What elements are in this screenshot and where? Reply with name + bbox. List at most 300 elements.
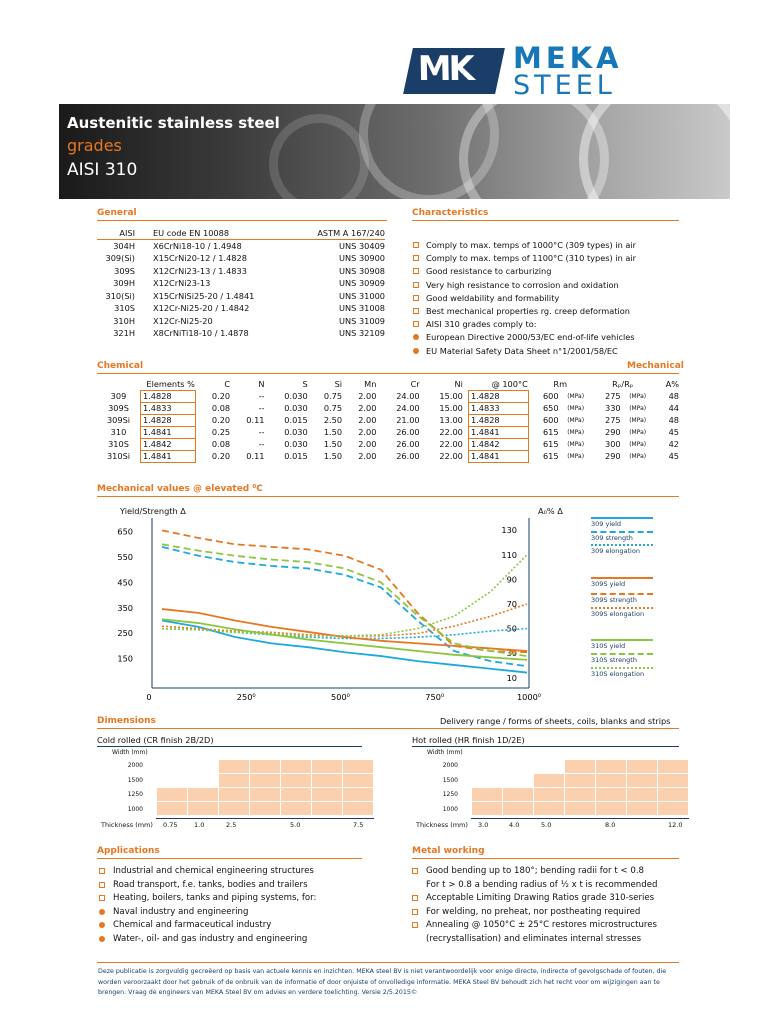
metal-working-list bbox=[410, 866, 657, 948]
grid-cell bbox=[250, 760, 281, 774]
chem-cell: 309 bbox=[110, 391, 127, 401]
item-text: Good weldability and formability bbox=[426, 292, 560, 303]
item-text: Comply to max. temps of 1100°C (310 types) in air bbox=[426, 253, 637, 264]
grid-cell bbox=[534, 774, 565, 788]
thickness-value: 3.0 bbox=[478, 821, 489, 829]
grid-cell bbox=[503, 788, 534, 802]
chem-cell: 1.4828 bbox=[468, 414, 528, 426]
x-tick-label: 250⁰ bbox=[236, 692, 256, 702]
meka-steel-logo bbox=[408, 41, 678, 101]
thickness-label: Thickness (mm) bbox=[101, 821, 153, 829]
grid-cell bbox=[343, 760, 374, 774]
legend-label: 310S strength bbox=[591, 656, 637, 664]
chem-cell: 1.4828 bbox=[468, 390, 528, 402]
general-row bbox=[97, 265, 385, 278]
chem-cell: 1.4841 bbox=[140, 450, 195, 462]
general-heading: General bbox=[97, 208, 137, 218]
aisi-cell: 304H bbox=[113, 241, 135, 251]
thickness-value: 0.75 bbox=[163, 821, 178, 829]
width-label: 1250 bbox=[442, 791, 458, 798]
legend-label: 309S yield bbox=[591, 580, 626, 588]
chem-cell: -- bbox=[258, 439, 265, 449]
x-tick-label: 1000⁰ bbox=[516, 692, 542, 702]
hero-title: Austenitic stainless steel bbox=[67, 114, 280, 132]
thickness-value: 8.0 bbox=[605, 821, 616, 829]
legend-label: 309 strength bbox=[591, 534, 633, 542]
chem-header-cell: @ 100°C bbox=[491, 378, 528, 389]
grid-cell bbox=[219, 788, 250, 802]
chem-cell: 0.20 bbox=[211, 451, 231, 461]
round-bullet-icon bbox=[413, 348, 419, 354]
chemical-header-row bbox=[97, 378, 680, 390]
legend-swatch bbox=[591, 517, 653, 519]
chemical-row bbox=[97, 414, 680, 426]
logo-mark-letters: MK bbox=[413, 49, 477, 89]
grid-cell bbox=[157, 774, 188, 788]
chem-cell: 22.00 bbox=[439, 439, 463, 449]
chemical-row bbox=[97, 438, 680, 450]
legend-label: 309 elongation bbox=[591, 547, 640, 555]
col-aisi: AISI bbox=[119, 228, 135, 238]
astm-cell: UNS 30909 bbox=[339, 278, 385, 289]
chem-cell: 1.4833 bbox=[140, 402, 195, 414]
chem-cell: 310S bbox=[108, 439, 129, 449]
grid-cell bbox=[188, 760, 219, 774]
chem-header-cell: S bbox=[302, 379, 308, 389]
chem-cell: 2.00 bbox=[358, 415, 377, 425]
chem-cell: 0.75 bbox=[323, 403, 343, 413]
grid-cell bbox=[219, 774, 250, 788]
applications-list bbox=[97, 866, 316, 948]
legend-label: 309S strength bbox=[591, 596, 637, 604]
legend-swatch bbox=[591, 653, 653, 655]
astm-cell: UNS 30908 bbox=[339, 265, 385, 276]
x-tick-label: 500⁰ bbox=[331, 692, 350, 702]
chem-cell: 290 bbox=[604, 451, 621, 461]
chem-cell: 1.4833 bbox=[468, 402, 528, 414]
y2-tick-label: 130 bbox=[501, 525, 517, 536]
characteristics-list bbox=[410, 240, 636, 359]
grid-cell bbox=[281, 760, 312, 774]
series-line-310s-elongation bbox=[162, 555, 527, 636]
square-bullet-icon bbox=[412, 909, 418, 915]
grid-cell bbox=[281, 802, 312, 816]
y-tick-label: 150 bbox=[117, 653, 133, 664]
grid-cell bbox=[312, 774, 343, 788]
left-axis-label: Yield/Strength Δ bbox=[120, 506, 186, 516]
grid-cell bbox=[281, 788, 312, 802]
chem-cell: 2.00 bbox=[358, 439, 377, 449]
grid-cell bbox=[157, 788, 188, 802]
astm-cell: UNS 32109 bbox=[339, 328, 385, 339]
chem-cell: 600 bbox=[542, 391, 559, 401]
col-astm: ASTM A 167/240 bbox=[317, 228, 385, 238]
item-text: AISI 310 grades comply to: bbox=[426, 319, 537, 330]
grid-cell bbox=[658, 760, 689, 774]
y2-tick-label: 30 bbox=[506, 648, 517, 659]
cold-rolled-title: Cold rolled (CR finish 2B/2D) bbox=[97, 735, 214, 745]
chem-cell: 1.4842 bbox=[140, 438, 195, 450]
grid-cell bbox=[596, 760, 627, 774]
chem-cell: 2.00 bbox=[358, 451, 377, 461]
legend-label: 310S elongation bbox=[591, 670, 645, 678]
grid-cell bbox=[627, 774, 658, 788]
width-label: 2000 bbox=[127, 762, 143, 769]
unit-label: (MPa) bbox=[567, 416, 585, 424]
general-row bbox=[97, 327, 385, 340]
grid-cell bbox=[472, 788, 503, 802]
grid-cell bbox=[157, 760, 188, 774]
chem-cell: 1.4841 bbox=[468, 426, 528, 438]
chem-cell: 45 bbox=[668, 427, 679, 437]
unit-label: (MPa) bbox=[629, 428, 647, 436]
chem-cell: 330 bbox=[604, 403, 621, 413]
hero-banner bbox=[59, 104, 730, 199]
legend-item bbox=[591, 610, 644, 618]
chem-cell: 13.00 bbox=[439, 415, 463, 425]
chem-cell: 22.00 bbox=[439, 427, 463, 437]
series-line-310s-strength bbox=[162, 544, 527, 659]
item-text: For t > 0.8 a bending radius of ½ x t is recommended bbox=[426, 879, 658, 890]
grid-cell bbox=[503, 774, 534, 788]
thickness-label: Thickness (mm) bbox=[416, 821, 468, 829]
unit-label: (MPa) bbox=[629, 440, 647, 448]
eu-code-cell: X12Cr-Ni25-20 bbox=[153, 315, 213, 326]
y2-tick-label: 90 bbox=[506, 574, 517, 585]
chem-cell: 24.00 bbox=[396, 391, 420, 401]
chem-cell: 275 bbox=[604, 391, 621, 401]
dimensions-heading: Dimensions bbox=[97, 716, 156, 726]
chem-cell: 0.030 bbox=[284, 391, 308, 401]
grid-cell bbox=[627, 788, 658, 802]
grid-cell bbox=[534, 760, 565, 774]
chem-cell: 1.4842 bbox=[468, 438, 528, 450]
hero-subtitle: grades bbox=[67, 136, 122, 155]
chem-header-cell: Mn bbox=[364, 379, 377, 389]
legend-label: 309S elongation bbox=[591, 610, 645, 618]
general-row bbox=[97, 315, 385, 328]
unit-label: (MPa) bbox=[629, 392, 647, 400]
application-item bbox=[97, 934, 316, 948]
grid-cell bbox=[219, 802, 250, 816]
general-header-row bbox=[97, 227, 385, 240]
y-tick-label: 350 bbox=[117, 602, 133, 613]
logo-text-steel: STEEL bbox=[513, 70, 616, 101]
general-row bbox=[97, 302, 385, 315]
chem-cell: 1.50 bbox=[323, 427, 343, 437]
characteristic-item bbox=[410, 346, 636, 359]
square-bullet-icon bbox=[413, 242, 419, 248]
y-tick-label: 450 bbox=[117, 577, 133, 588]
general-row bbox=[97, 277, 385, 290]
chem-cell: 15.00 bbox=[439, 403, 463, 413]
grid-cell bbox=[627, 760, 658, 774]
chem-cell: 275 bbox=[604, 415, 621, 425]
legend-label: 309 yield bbox=[591, 520, 622, 528]
y2-tick-label: 70 bbox=[506, 599, 517, 609]
grid-cell bbox=[565, 788, 596, 802]
general-table bbox=[97, 227, 385, 340]
chem-cell: 1.4828 bbox=[140, 414, 195, 426]
chemical-row bbox=[97, 426, 680, 438]
grid-cell bbox=[565, 774, 596, 788]
chem-cell: 2.00 bbox=[358, 427, 377, 437]
round-bullet-icon bbox=[99, 922, 105, 928]
item-text: Good bending up to 180°; bending radii for t < 0.8 bbox=[426, 866, 645, 876]
legend-swatch bbox=[591, 593, 653, 595]
chem-header-cell: N bbox=[258, 379, 265, 389]
item-text: Comply to max. temps of 1000°C (309 types) in air bbox=[426, 240, 637, 250]
application-item bbox=[97, 880, 316, 894]
chem-cell: 1.4828 bbox=[140, 390, 195, 402]
legend-item bbox=[591, 534, 633, 542]
chem-cell: 300 bbox=[604, 439, 621, 449]
chem-cell: 0.030 bbox=[284, 403, 308, 413]
unit-label: (MPa) bbox=[567, 392, 585, 400]
item-text: Chemical and farmaceutical industry bbox=[113, 920, 272, 931]
round-bullet-icon bbox=[413, 334, 419, 340]
grid-cell bbox=[343, 788, 374, 802]
chem-header-cell: Ni bbox=[454, 379, 463, 389]
aisi-cell: 309H bbox=[113, 278, 135, 289]
legend-swatch bbox=[591, 667, 653, 669]
item-text: EU Material Safety Data Sheet n°1/2001/58/EC bbox=[426, 345, 618, 356]
y-tick-label: 250 bbox=[117, 628, 133, 639]
chem-cell: 0.11 bbox=[246, 415, 265, 425]
eu-code-cell: X15CrNiSi25-20 / 1.4841 bbox=[153, 290, 255, 301]
aisi-cell: 310(Si) bbox=[105, 290, 135, 301]
hot-rolled-grid bbox=[471, 759, 689, 816]
legend-item bbox=[591, 642, 625, 650]
unit-label: (MPa) bbox=[629, 416, 647, 424]
metal-working-item bbox=[410, 920, 657, 934]
grid-cell bbox=[565, 802, 596, 816]
general-row bbox=[97, 240, 385, 253]
chem-cell: 0.08 bbox=[211, 403, 231, 413]
aisi-cell: 321H bbox=[113, 328, 135, 339]
applications-heading: Applications bbox=[97, 846, 160, 856]
logo-text-meka: MEKA bbox=[513, 41, 623, 75]
square-bullet-icon bbox=[99, 868, 105, 874]
col-eu-code: EU code EN 10088 bbox=[153, 228, 230, 238]
square-bullet-icon bbox=[99, 882, 105, 888]
grid-cell bbox=[596, 774, 627, 788]
grid-cell bbox=[658, 788, 689, 802]
chem-cell: 615 bbox=[542, 427, 559, 437]
x-tick-label: 0 bbox=[146, 692, 152, 702]
thickness-value: 2.5 bbox=[226, 821, 237, 829]
item-text: Acceptable Limiting Drawing Ratios grade 310-series bbox=[426, 893, 655, 904]
thickness-value: 5.0 bbox=[541, 821, 552, 829]
metal-working-item bbox=[410, 934, 657, 948]
eu-code-cell: X12CrNi23-13 bbox=[153, 278, 211, 289]
astm-cell: UNS 31008 bbox=[339, 303, 385, 314]
unit-label: (MPa) bbox=[567, 440, 585, 448]
eu-code-cell: X12Cr-Ni25-20 / 1.4842 bbox=[153, 303, 250, 314]
chem-cell: 1.50 bbox=[323, 451, 343, 461]
chem-cell: 310 bbox=[110, 427, 127, 437]
y-tick-label: 650 bbox=[117, 526, 133, 537]
series-line-309s-yield bbox=[162, 609, 527, 651]
chem-cell: 0.20 bbox=[211, 415, 231, 425]
item-text: Naval industry and engineering bbox=[113, 906, 249, 917]
grid-cell bbox=[281, 774, 312, 788]
chem-cell: 26.00 bbox=[396, 439, 420, 449]
characteristic-item bbox=[410, 240, 636, 253]
item-text: Annealing @ 1050°C ± 25°C restores microstructures bbox=[426, 920, 657, 931]
chem-cell: 0.030 bbox=[284, 427, 308, 437]
grid-cell bbox=[250, 788, 281, 802]
mechanical-heading: Mechanical bbox=[627, 361, 684, 371]
astm-cell: UNS 31000 bbox=[339, 290, 385, 301]
item-text: For welding, no preheat, nor postheating required bbox=[426, 906, 641, 917]
chem-cell: 0.030 bbox=[284, 439, 308, 449]
unit-label: (MPa) bbox=[567, 452, 585, 460]
metal-working-item bbox=[410, 880, 657, 894]
grid-cell bbox=[627, 802, 658, 816]
chem-cell: 309Si bbox=[106, 415, 131, 425]
y2-tick-label: 50 bbox=[506, 623, 517, 634]
right-axis-label: A₀% Δ bbox=[538, 506, 563, 516]
thickness-value: 12.0 bbox=[668, 821, 683, 829]
chemical-table bbox=[97, 378, 680, 463]
grid-cell bbox=[250, 802, 281, 816]
chem-cell: 0.11 bbox=[246, 451, 265, 461]
chem-cell: 48 bbox=[668, 391, 679, 401]
square-bullet-icon bbox=[412, 868, 418, 874]
general-row bbox=[97, 290, 385, 303]
width-label: 1000 bbox=[442, 805, 458, 813]
grid-cell bbox=[565, 760, 596, 774]
chem-cell: 600 bbox=[542, 415, 559, 425]
grid-cell bbox=[503, 802, 534, 816]
square-bullet-icon bbox=[412, 922, 418, 928]
chemical-row bbox=[97, 450, 680, 462]
item-text: Road transport, f.e. tanks, bodies and trailers bbox=[113, 879, 308, 890]
hot-width-label: Width (mm) bbox=[427, 749, 463, 756]
chem-header-cell: Cr bbox=[410, 379, 420, 389]
application-item bbox=[97, 920, 316, 934]
cold-width-label: Width (mm) bbox=[112, 749, 148, 756]
grid-cell bbox=[658, 802, 689, 816]
square-bullet-icon bbox=[413, 268, 419, 274]
chem-cell: 290 bbox=[604, 427, 621, 437]
grid-cell bbox=[503, 760, 534, 774]
thickness-value: 4.0 bbox=[509, 821, 520, 829]
chemical-row bbox=[97, 402, 680, 414]
characteristic-item bbox=[410, 266, 636, 279]
chem-cell: 24.00 bbox=[396, 403, 420, 413]
legend-swatch bbox=[591, 531, 653, 533]
chemical-heading: Chemical bbox=[97, 361, 144, 371]
chem-cell: 1.50 bbox=[323, 439, 343, 449]
eu-code-cell: X15CrNi20-12 / 1.4828 bbox=[153, 253, 247, 264]
characteristics-heading: Characteristics bbox=[412, 208, 489, 218]
legend-swatch bbox=[591, 544, 653, 546]
chem-cell: 22.00 bbox=[439, 451, 463, 461]
square-bullet-icon bbox=[99, 895, 105, 901]
item-text: Industrial and chemical engineering structures bbox=[113, 866, 314, 876]
application-item bbox=[97, 907, 316, 921]
grid-cell bbox=[157, 802, 188, 816]
metal-working-item bbox=[410, 893, 657, 907]
eu-code-cell: X12CrNi23-13 / 1.4833 bbox=[153, 265, 247, 276]
legend-item bbox=[591, 596, 637, 604]
characteristic-item bbox=[410, 253, 636, 266]
characteristic-item bbox=[410, 280, 636, 293]
chem-cell: 2.00 bbox=[358, 403, 377, 413]
chem-cell: 1.4841 bbox=[140, 426, 195, 438]
application-item bbox=[97, 893, 316, 907]
legend-item bbox=[591, 520, 621, 528]
width-label: 1500 bbox=[127, 776, 143, 784]
metal-working-item bbox=[410, 907, 657, 921]
width-label: 1000 bbox=[127, 805, 143, 813]
chem-cell: 0.20 bbox=[211, 391, 231, 401]
square-bullet-icon bbox=[413, 282, 419, 288]
legend-item bbox=[591, 580, 625, 588]
legend-swatch bbox=[591, 607, 653, 609]
unit-label: (MPa) bbox=[629, 452, 647, 460]
metal-working-item bbox=[410, 866, 657, 880]
grid-cell bbox=[472, 760, 503, 774]
grid-cell bbox=[188, 788, 219, 802]
chemical-row bbox=[97, 390, 680, 402]
legend-item bbox=[591, 656, 637, 664]
series-line-310s-yield bbox=[162, 619, 527, 660]
chem-cell: 2.50 bbox=[323, 415, 343, 425]
item-text: Good resistance to carburizing bbox=[426, 266, 552, 277]
grid-cell bbox=[658, 774, 689, 788]
hero-grade: AISI 310 bbox=[67, 160, 138, 180]
chem-cell: 15.00 bbox=[439, 391, 463, 401]
chem-header-cell: Rm bbox=[553, 379, 568, 389]
item-text: Very high resistance to corrosion and oxidation bbox=[426, 279, 619, 290]
chem-header-cell: Rₚ/Rₚ bbox=[612, 379, 634, 389]
thickness-value: 7.5 bbox=[353, 821, 364, 829]
grid-cell bbox=[343, 802, 374, 816]
grid-cell bbox=[596, 788, 627, 802]
legend-swatch bbox=[591, 639, 653, 641]
chem-header-cell: Si bbox=[334, 379, 343, 389]
item-text: European Directive 2000/53/EC end-of-life vehicles bbox=[426, 332, 635, 343]
legend-item bbox=[591, 670, 644, 678]
square-bullet-icon bbox=[413, 255, 419, 261]
cold-rolled-grid bbox=[156, 759, 374, 816]
grid-cell bbox=[534, 788, 565, 802]
chem-cell: 0.75 bbox=[323, 391, 343, 401]
series-line-309s-strength bbox=[162, 530, 527, 652]
chem-header-cell: Elements % bbox=[146, 378, 195, 389]
grid-cell bbox=[596, 802, 627, 816]
item-text: (recrystallisation) and eliminates internal stresses bbox=[426, 933, 642, 944]
chem-header-cell: A% bbox=[665, 379, 679, 389]
square-bullet-icon bbox=[413, 308, 419, 314]
grid-cell bbox=[472, 802, 503, 816]
grid-cell bbox=[343, 774, 374, 788]
item-text: Heating, boilers, tanks and piping systems, for: bbox=[113, 893, 317, 904]
chem-cell: 615 bbox=[542, 439, 559, 449]
mech-chart-heading: Mechanical values @ elevated ⁰C bbox=[97, 484, 263, 494]
square-bullet-icon bbox=[413, 295, 419, 301]
chem-cell: 310Si bbox=[106, 451, 131, 461]
grid-cell bbox=[534, 802, 565, 816]
round-bullet-icon bbox=[99, 936, 105, 942]
chem-cell: 44 bbox=[668, 403, 679, 413]
legend-swatch bbox=[591, 577, 653, 579]
astm-cell: UNS 31009 bbox=[339, 315, 385, 326]
round-bullet-icon bbox=[99, 909, 105, 915]
